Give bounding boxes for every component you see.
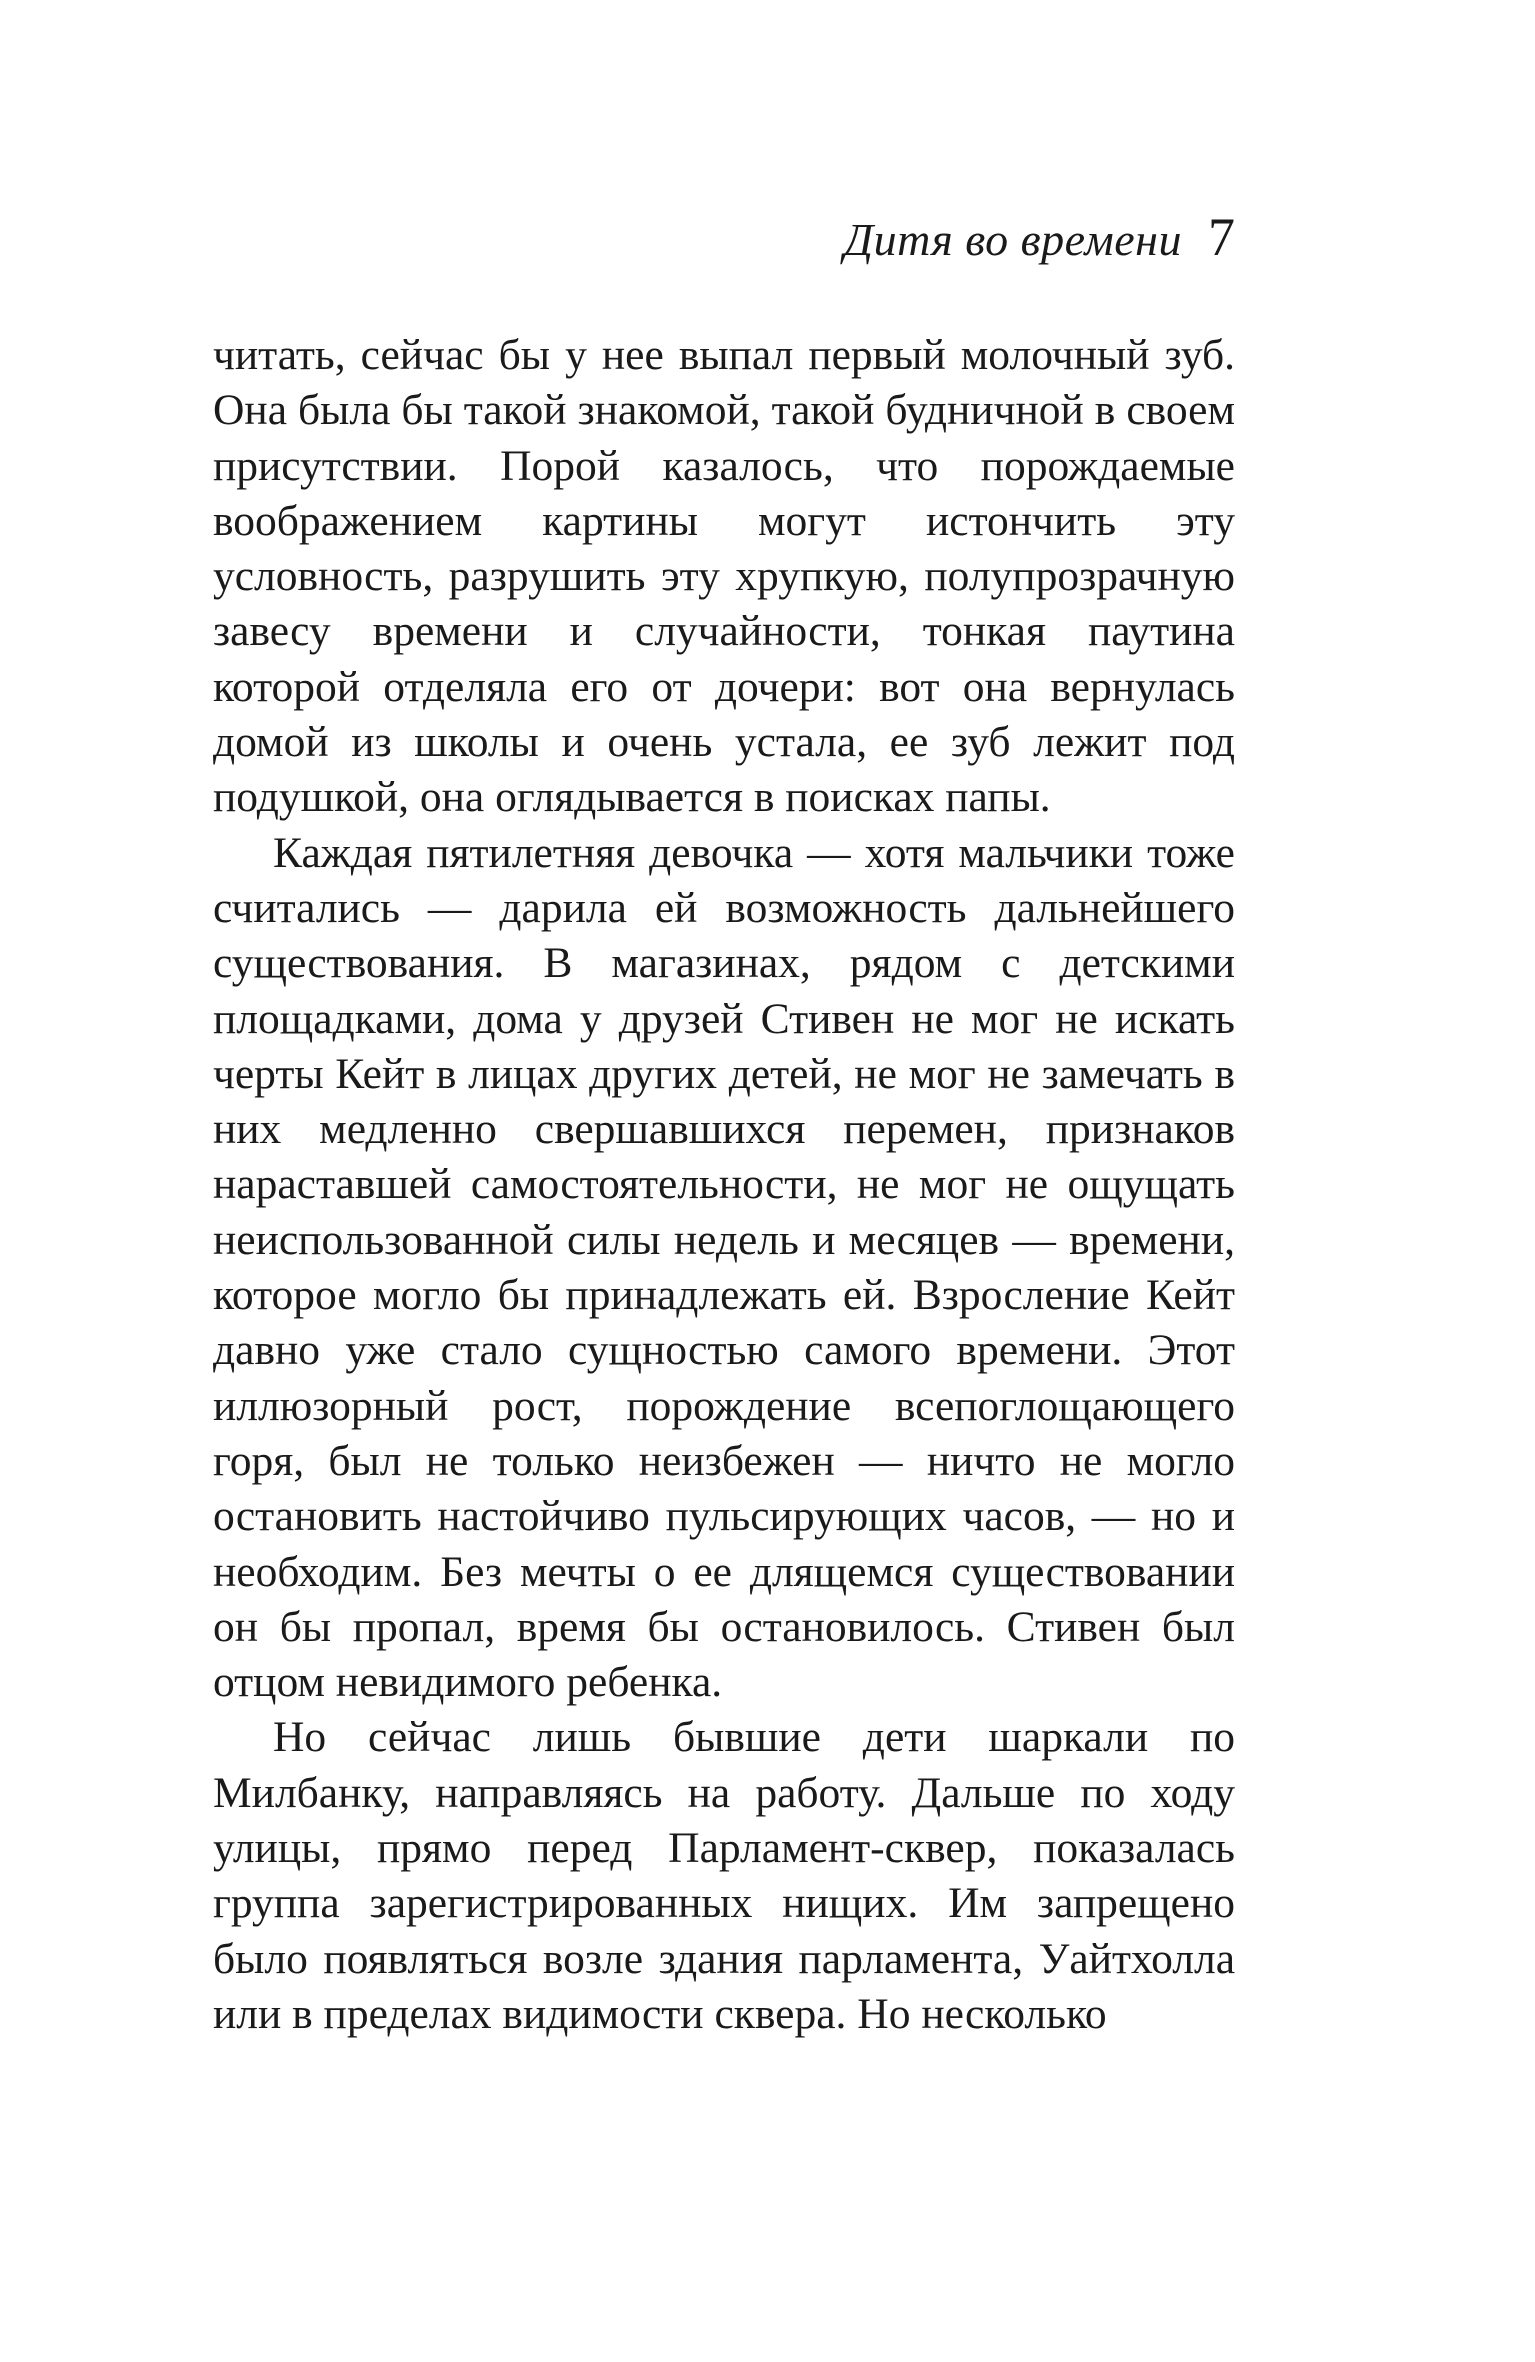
body-text (213, 328, 1235, 2042)
paragraph-1: читать, сейчас бы у нее выпал первый молочный зуб. Она была бы такой знакомой, такой будничной в своем присутствии. Порой казалось, что порождаемые воображением картины могут истончить эту условность, разрушить эту хрупкую, полупрозрачную завесу времени и случайности, тонкая паутина которой отделяла его от дочери: вот она вернулась домой из школы и очень устала, ее зуб лежит под подушкой, она оглядывается в поисках папы. (213, 331, 1235, 822)
book-title: Дитя во времени (843, 214, 1182, 265)
running-head (844, 206, 1235, 286)
paragraph-3: Но сейчас лишь бывшие дети шаркали по Милбанку, направляясь на работу. Дальше по ходу улицы, прямо перед Парламент-сквер, показалась группа зарегистрированных нищих. Им запрещено было появляться возле здания парламента, Уайтхолла или в пределах видимости сквера. Но несколько (213, 1713, 1235, 2038)
page-number: 7 (1208, 207, 1235, 267)
paragraph-2: Каждая пятилетняя девочка — хотя мальчики тоже считались — дарила ей возможность дальнейшего существования. В магазинах, рядом с детскими площадками, дома у друзей Стивен не мог не искать черты Кейт в лицах других детей, не мог не замечать в них медленно свершавшихся перемен, признаков нараставшей самостоятельности, не мог не ощущать неиспользованной силы недель и месяцев — времени, которое могло бы принадлежать ей. Взросление Кейт давно уже стало сущностью самого времени. Этот иллюзорный рост, порождение всепоглощающего горя, был не только неизбежен — ничто не могло остановить настойчиво пульсирующих часов, — но и необходим. Без мечты о ее длящемся существовании он бы пропал, время бы остановилось. Стивен был отцом невидимого ребенка. (213, 828, 1235, 1707)
